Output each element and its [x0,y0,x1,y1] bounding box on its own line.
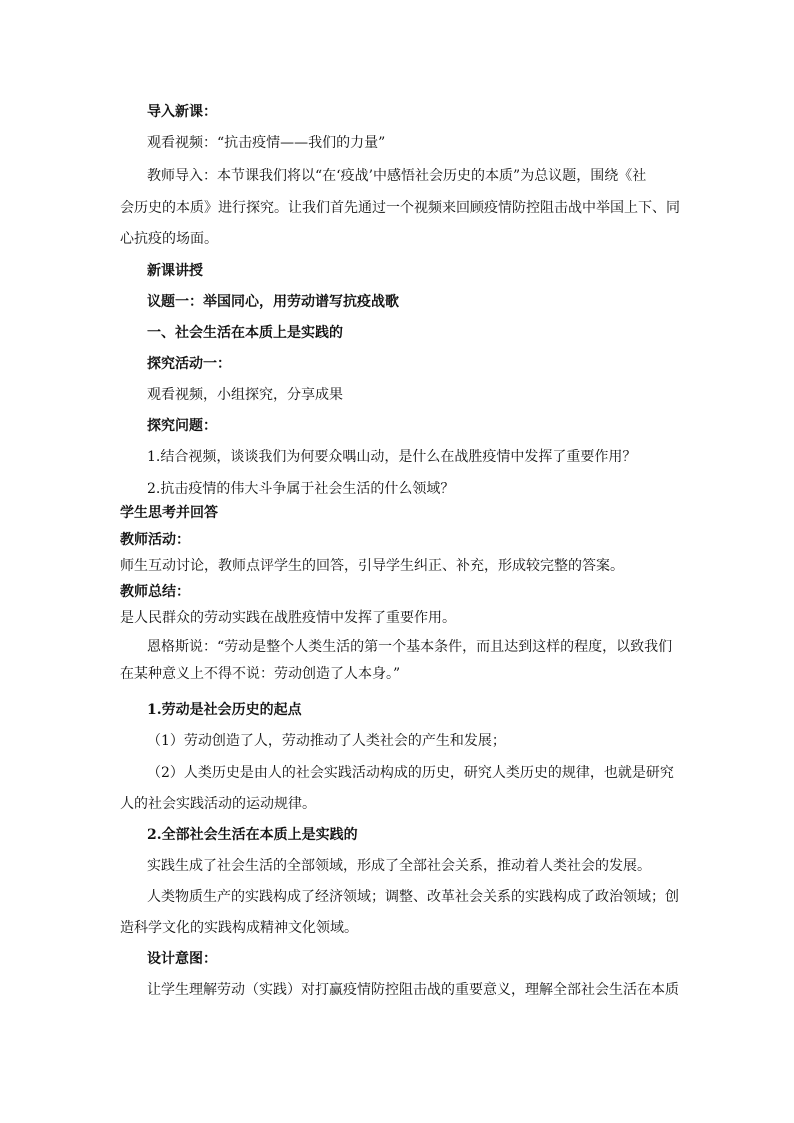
point-1-item-2-line-1: （2）人类历史是由人的社会实践活动构成的历史，研究人类历史的规律，也就是研究 [147,765,674,781]
engels-quote-line-2: 在某种意义上不得不说：劳动创造了人本身。” [120,666,401,682]
point-1-heading: 1.劳动是社会历史的起点 [147,702,302,718]
engels-quote-line-1: 恩格斯说：“劳动是整个人类生活的第一个基本条件，而且达到这样的程度，以致我们 [147,639,673,655]
questions-heading: 探究问题： [147,418,217,434]
design-heading: 设计意图： [147,951,217,967]
activity-heading: 探究活动一： [147,356,231,372]
teacher-summary-text: 是人民群众的劳动实践在战胜疫情中发挥了重要作用。 [120,610,456,626]
intro-heading: 导入新课： [147,104,217,120]
section-one-heading: 一、社会生活在本质上是实践的 [147,325,343,341]
student-think-heading: 学生思考并回答 [120,505,218,521]
teacher-activity-heading: 教师活动： [120,532,190,548]
activity-text: 观看视频，小组探究，分享成果 [147,387,343,403]
video-line: 观看视频：“抗击疫情——我们的力量” [147,135,386,151]
teacher-summary-heading: 教师总结： [120,584,190,600]
point-2-text-1: 实践生成了社会生活的全部领域，形成了全部社会关系，推动着人类社会的发展。 [147,858,651,874]
design-text: 让学生理解劳动（实践）对打赢疫情防控阻击战的重要意义，理解全部社会生活在本质 [147,982,679,998]
point-2-text-2-line-2: 造科学文化的实践构成精神文化领域。 [120,920,358,936]
teacher-intro-line-2: 会历史的本质》进行探究。让我们首先通过一个视频来回顾疫情防控阻击战中举国上下、同 [120,200,680,216]
point-1-item-1: （1）劳动创造了人，劳动推动了人类社会的产生和发展； [147,733,506,749]
point-2-text-2-line-1: 人类物质生产的实践构成了经济领域；调整、改革社会关系的实践构成了政治领域；创 [147,889,679,905]
topic-one-heading: 议题一：举国同心，用劳动谱写抗疫战歌 [147,294,399,310]
point-2-heading: 2.全部社会生活在本质上是实践的 [147,827,358,843]
new-lesson-heading: 新课讲授 [147,263,203,279]
question-1: 1.结合视频，谈谈我们为何要众喁山动，是什么在战胜疫情中发挥了重要作用？ [147,449,637,465]
teacher-intro-line-3: 心抗疫的场面。 [120,231,218,247]
teacher-intro-line-1: 教师导入：本节课我们将以“在‘疫战’中感悟社会历史的本质”为总议题，围绕《社 [147,168,647,184]
point-1-item-2-line-2: 人的社会实践活动的运动规律。 [120,796,316,812]
teacher-activity-text: 师生互动讨论，教师点评学生的回答，引导学生纠正、补充，形成较完整的答案。 [120,558,624,574]
question-2: 2.抗击疫情的伟大斗争属于社会生活的什么领域？ [147,481,455,497]
